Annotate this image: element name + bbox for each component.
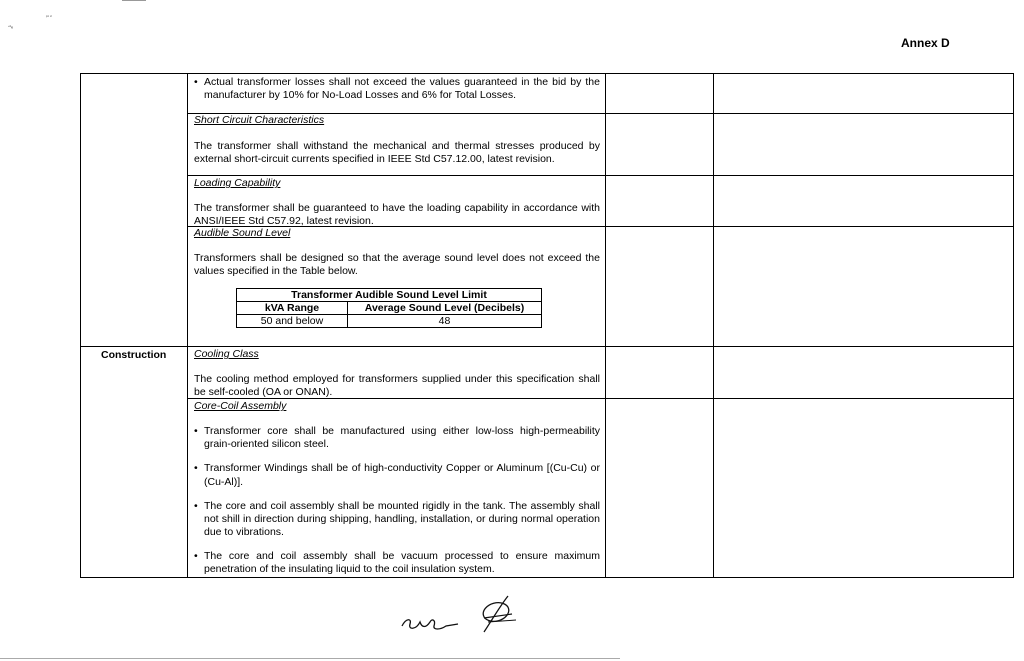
cooling-body: The cooling method employed for transformers supplied under this specification shall be self-cooled (OA or ONAN). [194,373,600,399]
sound-body: Transformers shall be designed so that the average sound level does not exceed the values specified in the Table below. [194,252,600,278]
short-circuit-body: The transformer shall withstand the mechanical and thermal stresses produced by external short-circuit currents specified in IEEE Std C57.12.00, latest revision. [194,140,600,166]
core-coil-section [194,400,600,576]
cooling-heading: Cooling Class [194,348,259,360]
cooling-section [194,348,600,399]
core-coil-bullet: • The core and coil assembly shall be vacuum processed to ensure maximum penetration of the insulating liquid to the coil insulation system. [194,550,600,576]
sound-table-col-level: Average Sound Level (Decibels) [348,302,542,315]
scan-mark: ⁴¹ᵢₑ [8,24,14,29]
core-coil-bullet: • Transformer Windings shall be of high-conductivity Copper or Aluminum [(Cu-Cu) or (Cu-Al)]. [194,462,600,488]
bottom-rule [0,658,620,659]
loading-section [194,177,600,228]
core-coil-heading: Core-Coil Assembly [194,400,287,412]
sound-table-range: 50 and below [237,315,348,328]
annex-label: Annex D [901,36,950,50]
short-circuit-section [194,114,600,166]
sound-section [194,227,600,278]
short-circuit-heading: Short Circuit Characteristics [194,114,325,126]
losses-bullet: • Actual transformer losses shall not exceed the values guaranteed in the bid by the manufacturer by 10% for No-Load Losses and 6% for Total Losses. [194,76,600,102]
loading-body: The transformer shall be guaranteed to have the loading capability in accordance with ANSI/IEEE Std C57.92, latest revision. [194,202,600,228]
top-rule [122,0,146,1]
section-label-construction: Construction [101,349,167,361]
sound-level-table [236,288,542,328]
sound-table-title: Transformer Audible Sound Level Limit [237,289,542,302]
loading-heading: Loading Capability [194,177,281,189]
handwritten-signature [396,592,526,640]
core-coil-bullet: • The core and coil assembly shall be mounted rigidly in the tank. The assembly shall not shill in direction during shipping, handling, installation, or during normal operation due to vibrations. [194,499,600,538]
core-coil-bullet: • Transformer core shall be manufactured using either low-loss high-permeability grain-oriented silicon steel. [194,425,600,451]
sound-table-value: 48 [348,315,542,328]
sound-table-col-kva: kVA Range [237,302,348,315]
scan-mark: ᵖ¹ ᵈ [46,14,52,19]
sound-heading: Audible Sound Level [194,227,291,239]
